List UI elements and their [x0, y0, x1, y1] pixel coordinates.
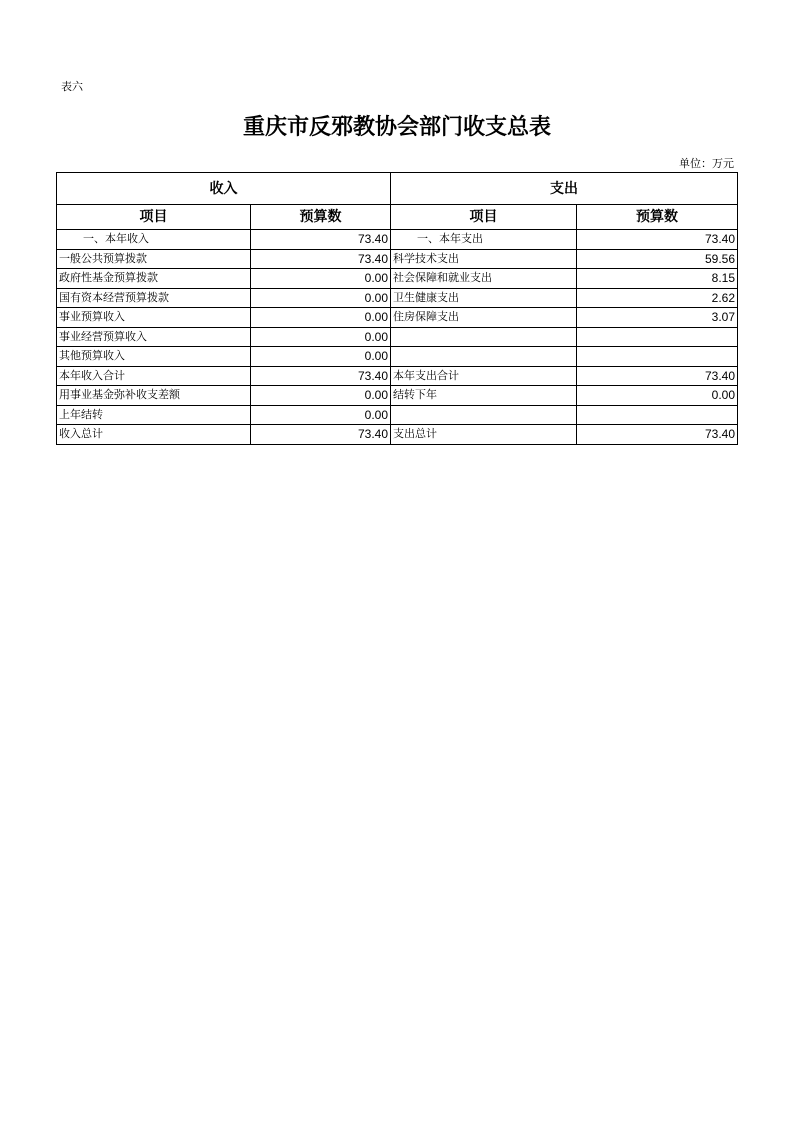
expense-value-cell: 59.56	[577, 249, 738, 269]
income-value-cell: 0.00	[251, 405, 391, 425]
expense-item-cell: 一、本年支出	[391, 230, 577, 250]
table-row	[57, 308, 738, 328]
income-value-cell: 0.00	[251, 288, 391, 308]
page-title: 重庆市反邪教协会部门收支总表	[242, 115, 551, 140]
income-value-cell: 0.00	[251, 308, 391, 328]
expense-item-cell: 本年支出合计	[391, 366, 577, 386]
expense-item-cell: 支出总计	[391, 425, 577, 445]
income-value-cell: 0.00	[251, 327, 391, 347]
expense-value-cell: 2.62	[577, 288, 738, 308]
expense-value-cell	[577, 327, 738, 347]
expense-value-cell	[577, 347, 738, 367]
income-item-cell: 本年收入合计	[57, 366, 251, 386]
table-row	[57, 327, 738, 347]
income-value-cell: 73.40	[251, 425, 391, 445]
income-item-cell: 一般公共预算拨款	[57, 249, 251, 269]
income-item-cell: 上年结转	[57, 405, 251, 425]
income-item-cell: 收入总计	[57, 425, 251, 445]
income-budget-header: 预算数	[251, 205, 391, 230]
unit-label: 单位：万元	[679, 157, 734, 170]
expense-section-header: 支出	[391, 173, 738, 205]
budget-summary-table	[56, 172, 738, 445]
income-value-cell: 0.00	[251, 386, 391, 406]
expense-value-cell: 0.00	[577, 386, 738, 406]
income-item-cell: 政府性基金预算拨款	[57, 269, 251, 289]
section-header-row	[57, 173, 738, 205]
income-value-cell: 73.40	[251, 249, 391, 269]
table-row	[57, 288, 738, 308]
table-row	[57, 425, 738, 445]
table-row	[57, 366, 738, 386]
table-row	[57, 405, 738, 425]
income-item-header: 项目	[57, 205, 251, 230]
income-item-cell: 其他预算收入	[57, 347, 251, 367]
expense-budget-header: 预算数	[577, 205, 738, 230]
table-row	[57, 347, 738, 367]
column-header-row	[57, 205, 738, 230]
income-item-cell: 国有资本经营预算拨款	[57, 288, 251, 308]
expense-value-cell	[577, 405, 738, 425]
income-value-cell: 0.00	[251, 269, 391, 289]
table-row	[57, 386, 738, 406]
income-item-cell: 事业经营预算收入	[57, 327, 251, 347]
expense-value-cell: 73.40	[577, 230, 738, 250]
table-row	[57, 249, 738, 269]
expense-item-cell: 卫生健康支出	[391, 288, 577, 308]
expense-item-cell: 结转下年	[391, 386, 577, 406]
income-section-header: 收入	[57, 173, 391, 205]
expense-item-cell	[391, 405, 577, 425]
income-item-cell: 用事业基金弥补收支差额	[57, 386, 251, 406]
expense-item-cell: 住房保障支出	[391, 308, 577, 328]
expense-value-cell: 8.15	[577, 269, 738, 289]
income-value-cell: 0.00	[251, 347, 391, 367]
expense-item-cell	[391, 347, 577, 367]
income-item-cell: 事业预算收入	[57, 308, 251, 328]
expense-item-cell: 社会保障和就业支出	[391, 269, 577, 289]
expense-value-cell: 3.07	[577, 308, 738, 328]
expense-value-cell: 73.40	[577, 366, 738, 386]
income-value-cell: 73.40	[251, 230, 391, 250]
expense-value-cell: 73.40	[577, 425, 738, 445]
expense-item-cell: 科学技术支出	[391, 249, 577, 269]
sheet-label: 表六	[61, 80, 83, 93]
income-value-cell: 73.40	[251, 366, 391, 386]
expense-item-cell	[391, 327, 577, 347]
expense-item-header: 项目	[391, 205, 577, 230]
income-item-cell: 一、本年收入	[57, 230, 251, 250]
table-row	[57, 230, 738, 250]
table-row	[57, 269, 738, 289]
